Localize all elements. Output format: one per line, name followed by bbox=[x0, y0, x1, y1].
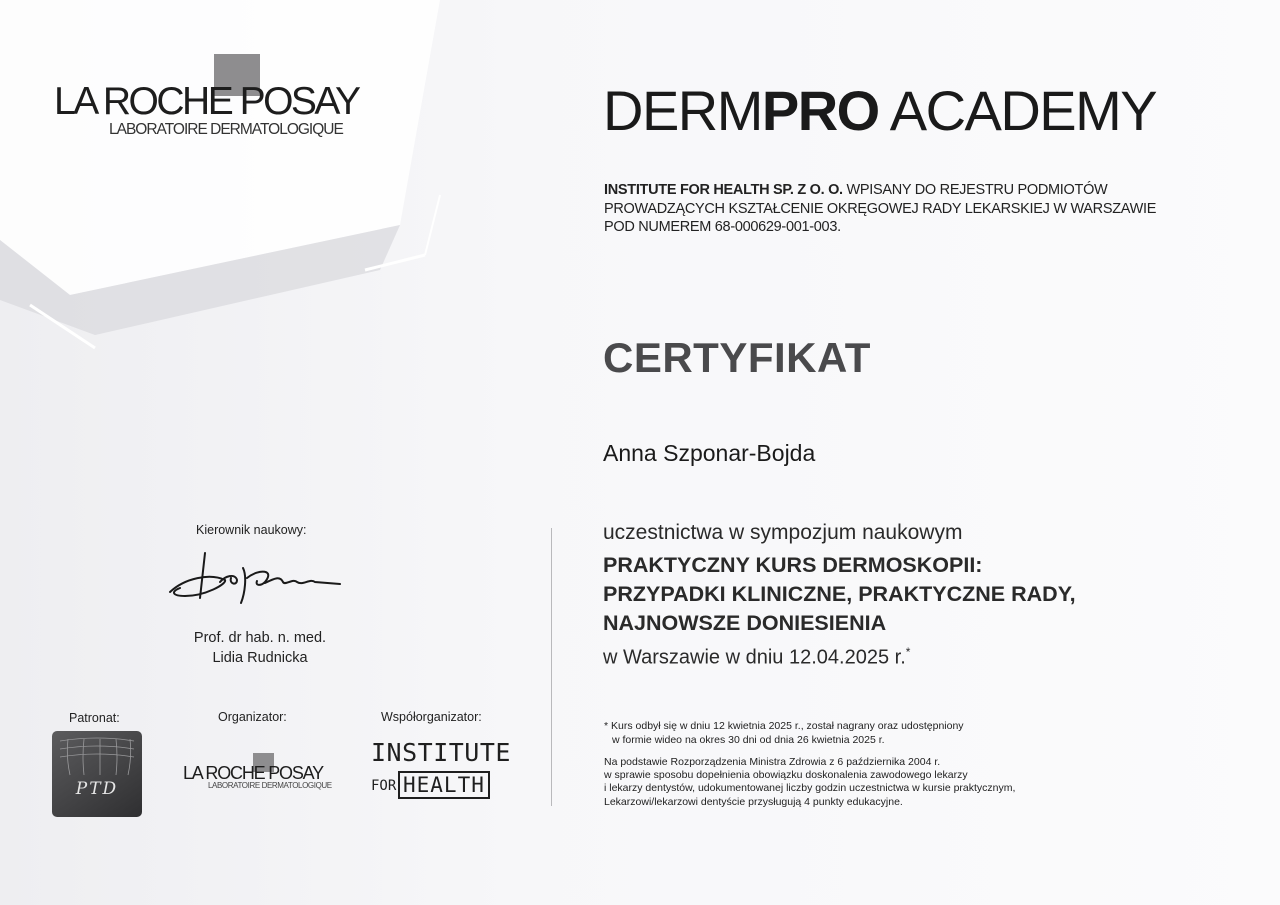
director-title: Prof. dr hab. n. med. bbox=[193, 630, 327, 646]
institute-line3: POD NUMEREM 68-000629-001-003. bbox=[604, 219, 841, 235]
institute-line1: WPISANY DO REJESTRU PODMIOTÓW bbox=[842, 182, 1108, 198]
ifh-logo-health: HEALTH bbox=[398, 771, 490, 799]
course-title bbox=[603, 551, 1243, 638]
academy-title bbox=[603, 78, 1156, 143]
logo-brand-name: LA ROCHE POSAY bbox=[54, 80, 359, 123]
vertical-divider bbox=[551, 528, 552, 806]
handwritten-signature bbox=[165, 548, 345, 608]
date-text: w Warszawie w dniu 12.04.2025 r. bbox=[603, 646, 906, 669]
ptd-logo-grid bbox=[58, 737, 136, 777]
institute-line2: PROWADZĄCYCH KSZTAŁCENIE OKRĘGOWEJ RADY LEKARSKIEJ W WARSZAWIE bbox=[604, 200, 1157, 217]
institute-registration-text bbox=[604, 181, 1234, 237]
ifh-logo-for: FOR bbox=[371, 778, 397, 794]
footnote-line: w sprawie sposobu dopełnienia obowiązku doskonalenia zawodowego lekarzy bbox=[604, 769, 968, 782]
footnote-recording bbox=[604, 719, 964, 747]
logo-subtitle: LABORATOIRE DERMATOLOGIQUE bbox=[109, 121, 343, 138]
academy-title-pro: PRO bbox=[761, 79, 879, 142]
footnote-line: Lekarzowi/lekarzowi dentyście przysługują 4 punkty edukacyjne. bbox=[604, 795, 903, 808]
footnote-line: Na podstawie Rozporządzenia Ministra Zdrowia z 6 października 2004 r. bbox=[604, 756, 941, 768]
logo-subtitle: LABORATOIRE DERMATOLOGIQUE bbox=[208, 781, 332, 790]
certificate-title: CERTYFIKAT bbox=[603, 334, 871, 381]
footnote-line: * Kurs odbył się w dniu 12 kwietnia 2025 r., został nagrany oraz udostępniony bbox=[604, 720, 964, 732]
patron-label: Patronat: bbox=[69, 711, 120, 725]
recipient-name: Anna Szponar-Bojda bbox=[603, 440, 816, 466]
ifh-logo-institute: INSTITUTE bbox=[371, 738, 511, 767]
academy-title-derm: DERM bbox=[603, 79, 762, 142]
ptd-logo-text: PTD bbox=[75, 779, 119, 799]
organizer-la-roche-posay-logo bbox=[183, 763, 333, 793]
participation-text: uczestnictwa w sympozjum naukowym bbox=[603, 521, 963, 544]
institute-name: INSTITUTE FOR HEALTH SP. Z O. O. bbox=[604, 182, 843, 198]
academy-title-academy: ACADEMY bbox=[878, 79, 1157, 142]
organizer-label: Organizator: bbox=[218, 710, 287, 724]
director-name: Lidia Rudnicka bbox=[212, 650, 308, 666]
footnote-legal-basis bbox=[604, 756, 1015, 809]
date-location bbox=[603, 645, 910, 670]
ptd-logo bbox=[52, 731, 142, 817]
coorganizer-label: Współorganizator: bbox=[381, 710, 482, 724]
footnote-line: w formie wideo na okres 30 dni od dnia 26 kwietnia 2025 r. bbox=[612, 734, 885, 746]
la-roche-posay-logo bbox=[50, 80, 390, 145]
scientific-director-name bbox=[160, 628, 360, 668]
scientific-director-label: Kierownik naukowy: bbox=[196, 523, 307, 537]
course-title-line: PRAKTYCZNY KURS DERMOSKOPII: bbox=[603, 553, 983, 577]
course-title-line: NAJNOWSZE DONIESIENIA bbox=[603, 611, 887, 635]
logo-brand-name: LA ROCHE POSAY bbox=[183, 763, 323, 783]
course-title-line: PRZYPADKI KLINICZNE, PRAKTYCZNE RADY, bbox=[603, 582, 1076, 606]
institute-for-health-logo bbox=[369, 738, 511, 802]
footnote-mark: * bbox=[905, 645, 911, 659]
footnote-line: i lekarzy dentystów, udokumentowanej liczby godzin uczestnictwa w kursie praktycznym, bbox=[604, 782, 1016, 795]
